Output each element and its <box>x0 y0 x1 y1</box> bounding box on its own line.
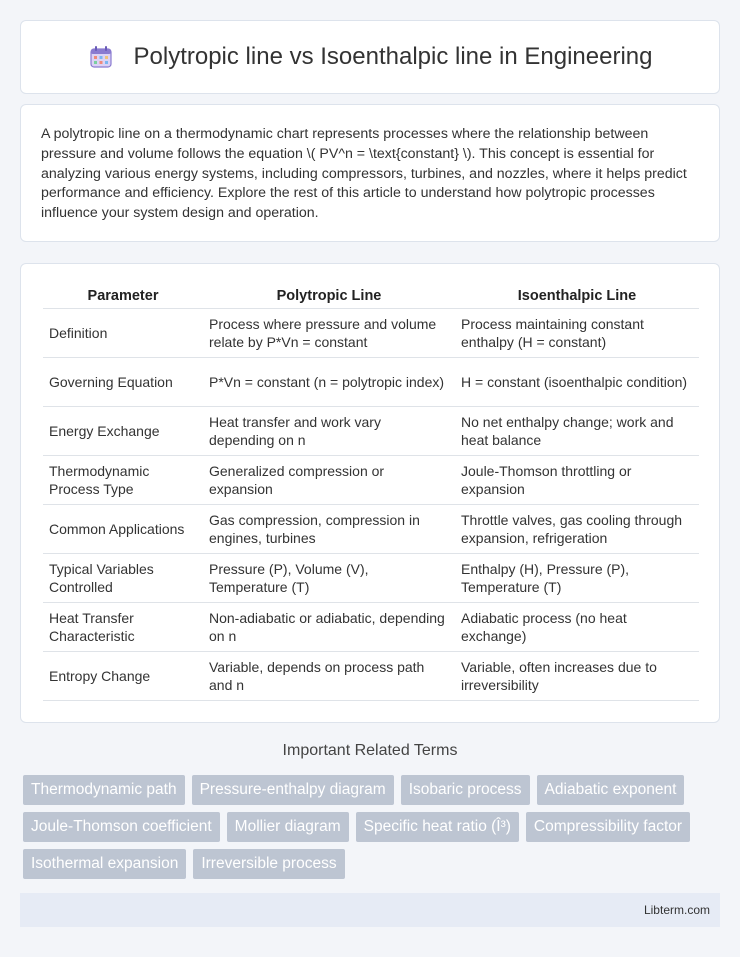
column-header-isoenthalpic: Isoenthalpic Line <box>455 286 699 308</box>
row-parameter: Entropy Change <box>43 651 203 700</box>
row-isoenthalpic-value: Variable, often increases due to irreversibility <box>455 651 699 700</box>
related-term-tag[interactable]: Irreversible process <box>193 849 344 879</box>
row-parameter: Energy Exchange <box>43 406 203 455</box>
table-row <box>43 308 699 357</box>
table-row <box>43 553 699 602</box>
table-row <box>43 455 699 504</box>
row-polytropic-value: Variable, depends on process path and n <box>203 651 455 700</box>
table-header-row <box>43 286 699 308</box>
related-term-tag[interactable]: Pressure-enthalpy diagram <box>192 775 394 805</box>
row-parameter: Governing Equation <box>43 357 203 406</box>
row-parameter: Thermodynamic Process Type <box>43 455 203 504</box>
row-parameter: Heat Transfer Characteristic <box>43 602 203 651</box>
row-isoenthalpic-value: Enthalpy (H), Pressure (P), Temperature (T) <box>455 553 699 602</box>
column-header-parameter: Parameter <box>43 286 203 308</box>
related-term-tag[interactable]: Adiabatic exponent <box>537 775 685 805</box>
related-term-tag[interactable]: Joule-Thomson coefficient <box>23 812 220 842</box>
related-terms-heading: Important Related Terms <box>282 742 458 759</box>
row-isoenthalpic-value: Joule-Thomson throttling or expansion <box>455 455 699 504</box>
intro-paragraph: A polytropic line on a thermodynamic chart represents processes where the relationship between pressure and volume follows the equation \( PV^n = \text{constant} \). This concept is essential for analyzing various energy systems, including compressors, turbines, and nozzles, where it helps predict performance and efficiency. Explore the rest of this article to understand how polytropic processes influence your system design and operation. <box>41 126 687 222</box>
row-isoenthalpic-value: Process maintaining constant enthalpy (H = constant) <box>455 308 699 357</box>
row-parameter: Typical Variables Controlled <box>43 553 203 602</box>
page-title: Polytropic line vs Isoenthalpic line in Engineering <box>133 43 653 70</box>
row-polytropic-value: Process where pressure and volume relate by P*Vn = constant <box>203 308 455 357</box>
row-isoenthalpic-value: H = constant (isoenthalpic condition) <box>455 357 699 406</box>
intro-card <box>20 104 720 242</box>
calendar-icon <box>88 44 114 70</box>
footer-site-link[interactable]: Libterm.com <box>643 903 710 917</box>
footer <box>20 893 720 927</box>
related-term-tag[interactable]: Isobaric process <box>401 775 530 805</box>
related-term-tag[interactable]: Isothermal expansion <box>23 849 186 879</box>
row-isoenthalpic-value: No net enthalpy change; work and heat balance <box>455 406 699 455</box>
table-row <box>43 602 699 651</box>
row-parameter: Common Applications <box>43 504 203 553</box>
row-polytropic-value: Pressure (P), Volume (V), Temperature (T) <box>203 553 455 602</box>
row-isoenthalpic-value: Throttle valves, gas cooling through expansion, refrigeration <box>455 504 699 553</box>
row-parameter: Definition <box>43 308 203 357</box>
comparison-table-card <box>20 263 720 723</box>
related-term-tag[interactable]: Specific heat ratio (Î³) <box>356 812 519 842</box>
comparison-table <box>43 286 699 701</box>
row-polytropic-value: Non-adiabatic or adiabatic, depending on n <box>203 602 455 651</box>
row-isoenthalpic-value: Adiabatic process (no heat exchange) <box>455 602 699 651</box>
related-term-tag[interactable]: Compressibility factor <box>526 812 690 842</box>
row-polytropic-value: P*Vn = constant (n = polytropic index) <box>203 357 455 406</box>
related-terms-list <box>23 775 723 879</box>
table-row <box>43 406 699 455</box>
table-row <box>43 504 699 553</box>
table-row <box>43 357 699 406</box>
related-term-tag[interactable]: Mollier diagram <box>227 812 349 842</box>
related-term-tag[interactable]: Thermodynamic path <box>23 775 185 805</box>
header-card <box>20 20 720 94</box>
table-row <box>43 651 699 700</box>
row-polytropic-value: Generalized compression or expansion <box>203 455 455 504</box>
row-polytropic-value: Gas compression, compression in engines, turbines <box>203 504 455 553</box>
row-polytropic-value: Heat transfer and work vary depending on n <box>203 406 455 455</box>
column-header-polytropic: Polytropic Line <box>203 286 455 308</box>
